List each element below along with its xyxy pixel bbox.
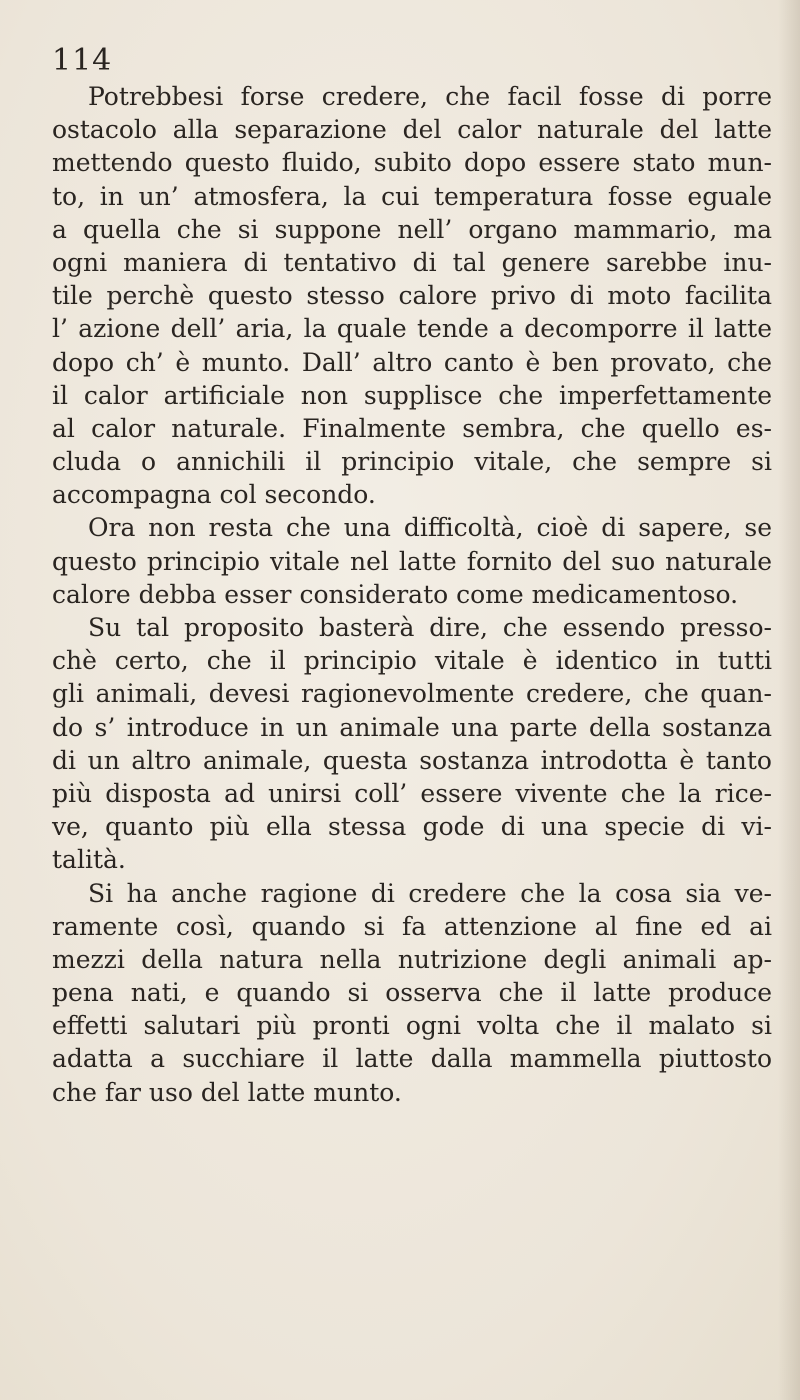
text-line: mettendo questo fluido, subito dopo essere stato mun- bbox=[52, 148, 772, 178]
text-line: mezzi della natura nella nutrizione degli animali ap- bbox=[52, 944, 772, 974]
text-line: ramente così, quando si fa attenzione al fine ed ai bbox=[52, 911, 772, 941]
text-line: calore debba esser considerato come medicamentoso. bbox=[52, 579, 739, 609]
text-line: Si ha anche ragione di credere che la cosa sia ve- bbox=[88, 878, 772, 908]
text-line: più disposta ad unirsi coll’ essere vivente che la rice- bbox=[52, 778, 772, 808]
text-line: al calor naturale. Finalmente sembra, che quello es- bbox=[52, 413, 772, 443]
text-line: ogni maniera di tentativo di tal genere sarebbe inu- bbox=[52, 247, 772, 277]
text-line: Ora non resta che una difficoltà, cioè di sapere, se bbox=[88, 513, 772, 543]
text-line: questo principio vitale nel latte fornito del suo naturale bbox=[52, 546, 772, 576]
text-line: di un altro animale, questa sostanza introdotta è tanto bbox=[52, 745, 772, 775]
text-line: effetti salutari più pronti ogni volta che il malato si bbox=[52, 1011, 772, 1041]
text-line: accompagna col secondo. bbox=[52, 480, 376, 510]
body-text bbox=[52, 80, 772, 1109]
text-line: tile perchè questo stesso calore privo di moto facilita bbox=[52, 281, 772, 311]
text-line: gli animali, devesi ragionevolmente credere, che quan- bbox=[52, 679, 772, 709]
text-line: il calor artificiale non supplisce che imperfettamente bbox=[52, 380, 772, 410]
text-line: che far uso del latte munto. bbox=[52, 1077, 402, 1107]
text-line: cluda o annichili il principio vitale, che sempre si bbox=[52, 447, 772, 477]
text-line: to, in un’ atmosfera, la cui temperatura fosse eguale bbox=[52, 181, 772, 211]
text-line: l’ azione dell’ aria, la quale tende a decomporre il latte bbox=[52, 314, 772, 344]
text-line: Su tal proposito basterà dire, che essendo presso- bbox=[88, 613, 772, 642]
text-line: chè certo, che il principio vitale è identico in tutti bbox=[52, 646, 772, 676]
text-line: pena nati, e quando si osserva che il latte produce bbox=[52, 978, 772, 1008]
page-number: 114 bbox=[52, 43, 113, 78]
text-line: ostacolo alla separazione del calor naturale del latte bbox=[52, 115, 772, 145]
text-line: adatta a succhiare il latte dalla mammella piuttosto bbox=[52, 1044, 772, 1074]
text-line: dopo ch’ è munto. Dall’ altro canto è ben provato, che bbox=[52, 347, 772, 377]
text-line: ve, quanto più ella stessa gode di una specie di vi- bbox=[52, 812, 772, 842]
page-edge-shadow bbox=[778, 0, 800, 1400]
text-line: a quella che si suppone nell’ organo mammario, ma bbox=[52, 214, 772, 244]
text-line: Potrebbesi forse credere, che facil fosse di porre bbox=[88, 82, 772, 111]
text-line: talità. bbox=[52, 845, 126, 875]
text-line: do s’ introduce in un animale una parte della sostanza bbox=[52, 712, 772, 742]
